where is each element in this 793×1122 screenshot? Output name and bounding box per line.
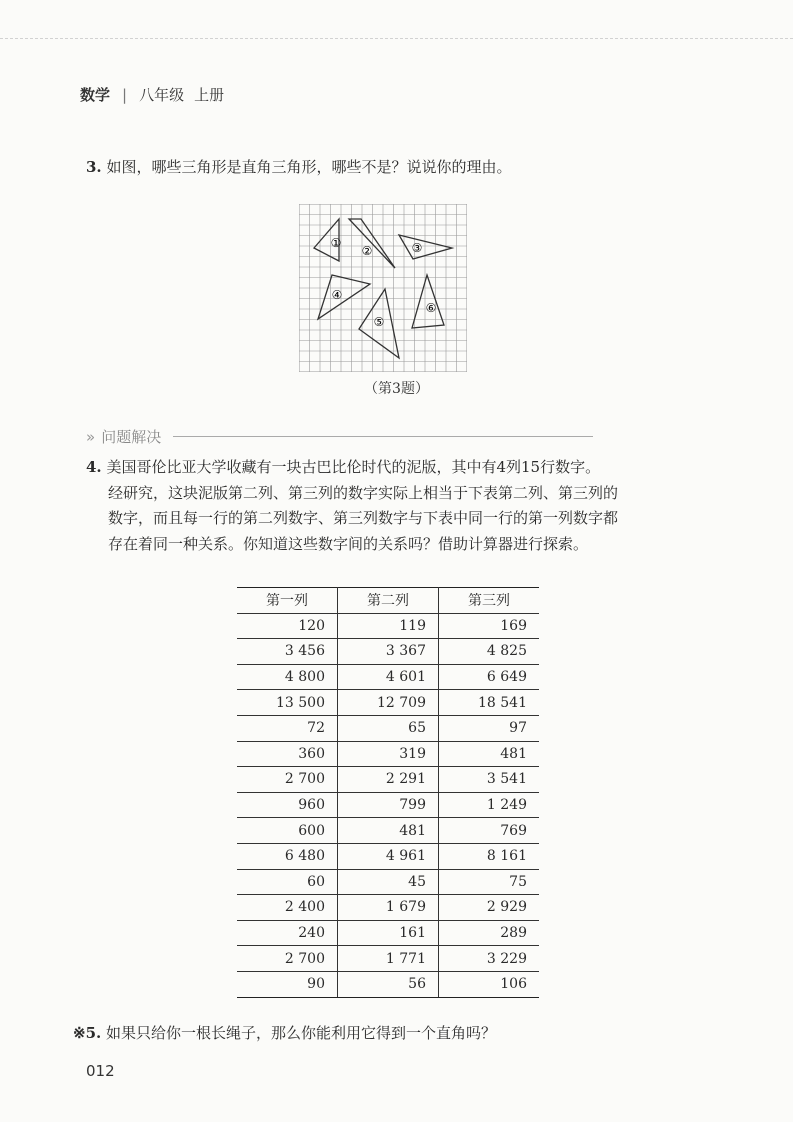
table-cell: 106 (439, 971, 540, 997)
table-cell: 3 229 (439, 946, 540, 972)
table-row (237, 613, 539, 639)
table-cell: 2 400 (237, 895, 338, 921)
table-cell: 3 367 (338, 639, 439, 665)
table-row (237, 818, 539, 844)
column-header-2: 第二列 (338, 588, 439, 614)
table-cell: 4 961 (338, 843, 439, 869)
page-header (80, 84, 224, 105)
section-header (86, 426, 593, 447)
question-5 (73, 1021, 723, 1047)
table-cell: 6 649 (439, 664, 540, 690)
triangle-grid-figure (299, 204, 467, 372)
table-cell: 2 700 (237, 946, 338, 972)
triangle-6-label: ⑥ (425, 301, 437, 315)
table-cell: 2 929 (439, 895, 540, 921)
table-row (237, 920, 539, 946)
table-row (237, 946, 539, 972)
table-cell: 481 (338, 818, 439, 844)
table-cell: 60 (237, 869, 338, 895)
table-cell: 2 700 (237, 767, 338, 793)
table-cell: 45 (338, 869, 439, 895)
header-volume: 上册 (194, 86, 225, 104)
table-cell: 4 825 (439, 639, 540, 665)
table-cell: 4 601 (338, 664, 439, 690)
table-cell: 72 (237, 715, 338, 741)
table-cell: 960 (237, 792, 338, 818)
double-chevron-icon: » (86, 427, 96, 446)
question-number: 4. (86, 458, 102, 476)
table-row (237, 792, 539, 818)
header-grade: 八年级 (139, 86, 185, 104)
table-cell: 3 456 (237, 639, 338, 665)
question-4 (86, 455, 712, 557)
triangle-1-label: ① (330, 236, 342, 250)
triangle-5-label: ⑤ (373, 315, 385, 329)
table-cell: 12 709 (338, 690, 439, 716)
table-cell: 65 (338, 715, 439, 741)
question-line-3: 数字，而且每一行的第二列数字、第三列数字与下表中同一行的第一列数字都 (108, 509, 619, 527)
table-cell: 169 (439, 613, 540, 639)
table-cell: 481 (439, 741, 540, 767)
table-cell: 97 (439, 715, 540, 741)
table-cell: 769 (439, 818, 540, 844)
table-cell: 18 541 (439, 690, 540, 716)
triangle-3-label: ③ (411, 241, 423, 255)
table-row (237, 741, 539, 767)
question-text: 如图，哪些三角形是直角三角形，哪些不是？说说你的理由。 (106, 158, 512, 176)
column-header-1: 第一列 (237, 588, 338, 614)
table-cell: 161 (338, 920, 439, 946)
table-row (237, 971, 539, 997)
question-text: 如果只给你一根长绳子，那么你能利用它得到一个直角吗？ (106, 1024, 497, 1042)
table-cell: 4 800 (237, 664, 338, 690)
table-cell: 240 (237, 920, 338, 946)
table-cell: 799 (338, 792, 439, 818)
table-row (237, 664, 539, 690)
number-table (237, 587, 539, 998)
table-row (237, 767, 539, 793)
table-cell: 3 541 (439, 767, 540, 793)
question-3 (86, 155, 726, 181)
question-number: 3. (86, 158, 102, 176)
table-cell: 1 679 (338, 895, 439, 921)
table-cell: 90 (237, 971, 338, 997)
table-cell: 600 (237, 818, 338, 844)
table-row (237, 869, 539, 895)
question-line-2: 经研究，这块泥版第二列、第三列的数字实际上相当于下表第二列、第三列的 (108, 483, 619, 502)
section-title: 问题解决 (101, 428, 162, 446)
table-cell: 1 249 (439, 792, 540, 818)
section-divider (173, 436, 593, 437)
table-cell: 289 (439, 920, 540, 946)
header-subject: 数学 (80, 86, 111, 104)
question-line-1: 美国哥伦比亚大学收藏有一块古巴比伦时代的泥版，其中有4列15行数字。 (106, 458, 601, 476)
question-number: ※5. (73, 1024, 102, 1042)
triangle-3 (399, 235, 452, 259)
table-row (237, 639, 539, 665)
triangle-2-label: ② (361, 244, 373, 258)
table-cell: 8 161 (439, 843, 540, 869)
scan-artifact (0, 38, 793, 39)
table-cell: 119 (338, 613, 439, 639)
table-cell: 6 480 (237, 843, 338, 869)
table-cell: 360 (237, 741, 338, 767)
table-row (237, 843, 539, 869)
table-cell: 13 500 (237, 690, 338, 716)
table-row (237, 690, 539, 716)
table-header-row (237, 588, 539, 614)
table-cell: 2 291 (338, 767, 439, 793)
column-header-3: 第三列 (439, 588, 540, 614)
page-number: 012 (86, 1062, 115, 1080)
table-cell: 120 (237, 613, 338, 639)
table-row (237, 895, 539, 921)
figure-caption: （第3题） (364, 381, 429, 397)
table-row (237, 715, 539, 741)
table-cell: 319 (338, 741, 439, 767)
header-separator: | (122, 86, 128, 104)
triangle-4-label: ④ (331, 288, 343, 302)
table-cell: 1 771 (338, 946, 439, 972)
table-cell: 75 (439, 869, 540, 895)
question-line-4: 存在着同一种关系。你知道这些数字间的关系吗？借助计算器进行探索。 (108, 534, 589, 553)
table-cell: 56 (338, 971, 439, 997)
